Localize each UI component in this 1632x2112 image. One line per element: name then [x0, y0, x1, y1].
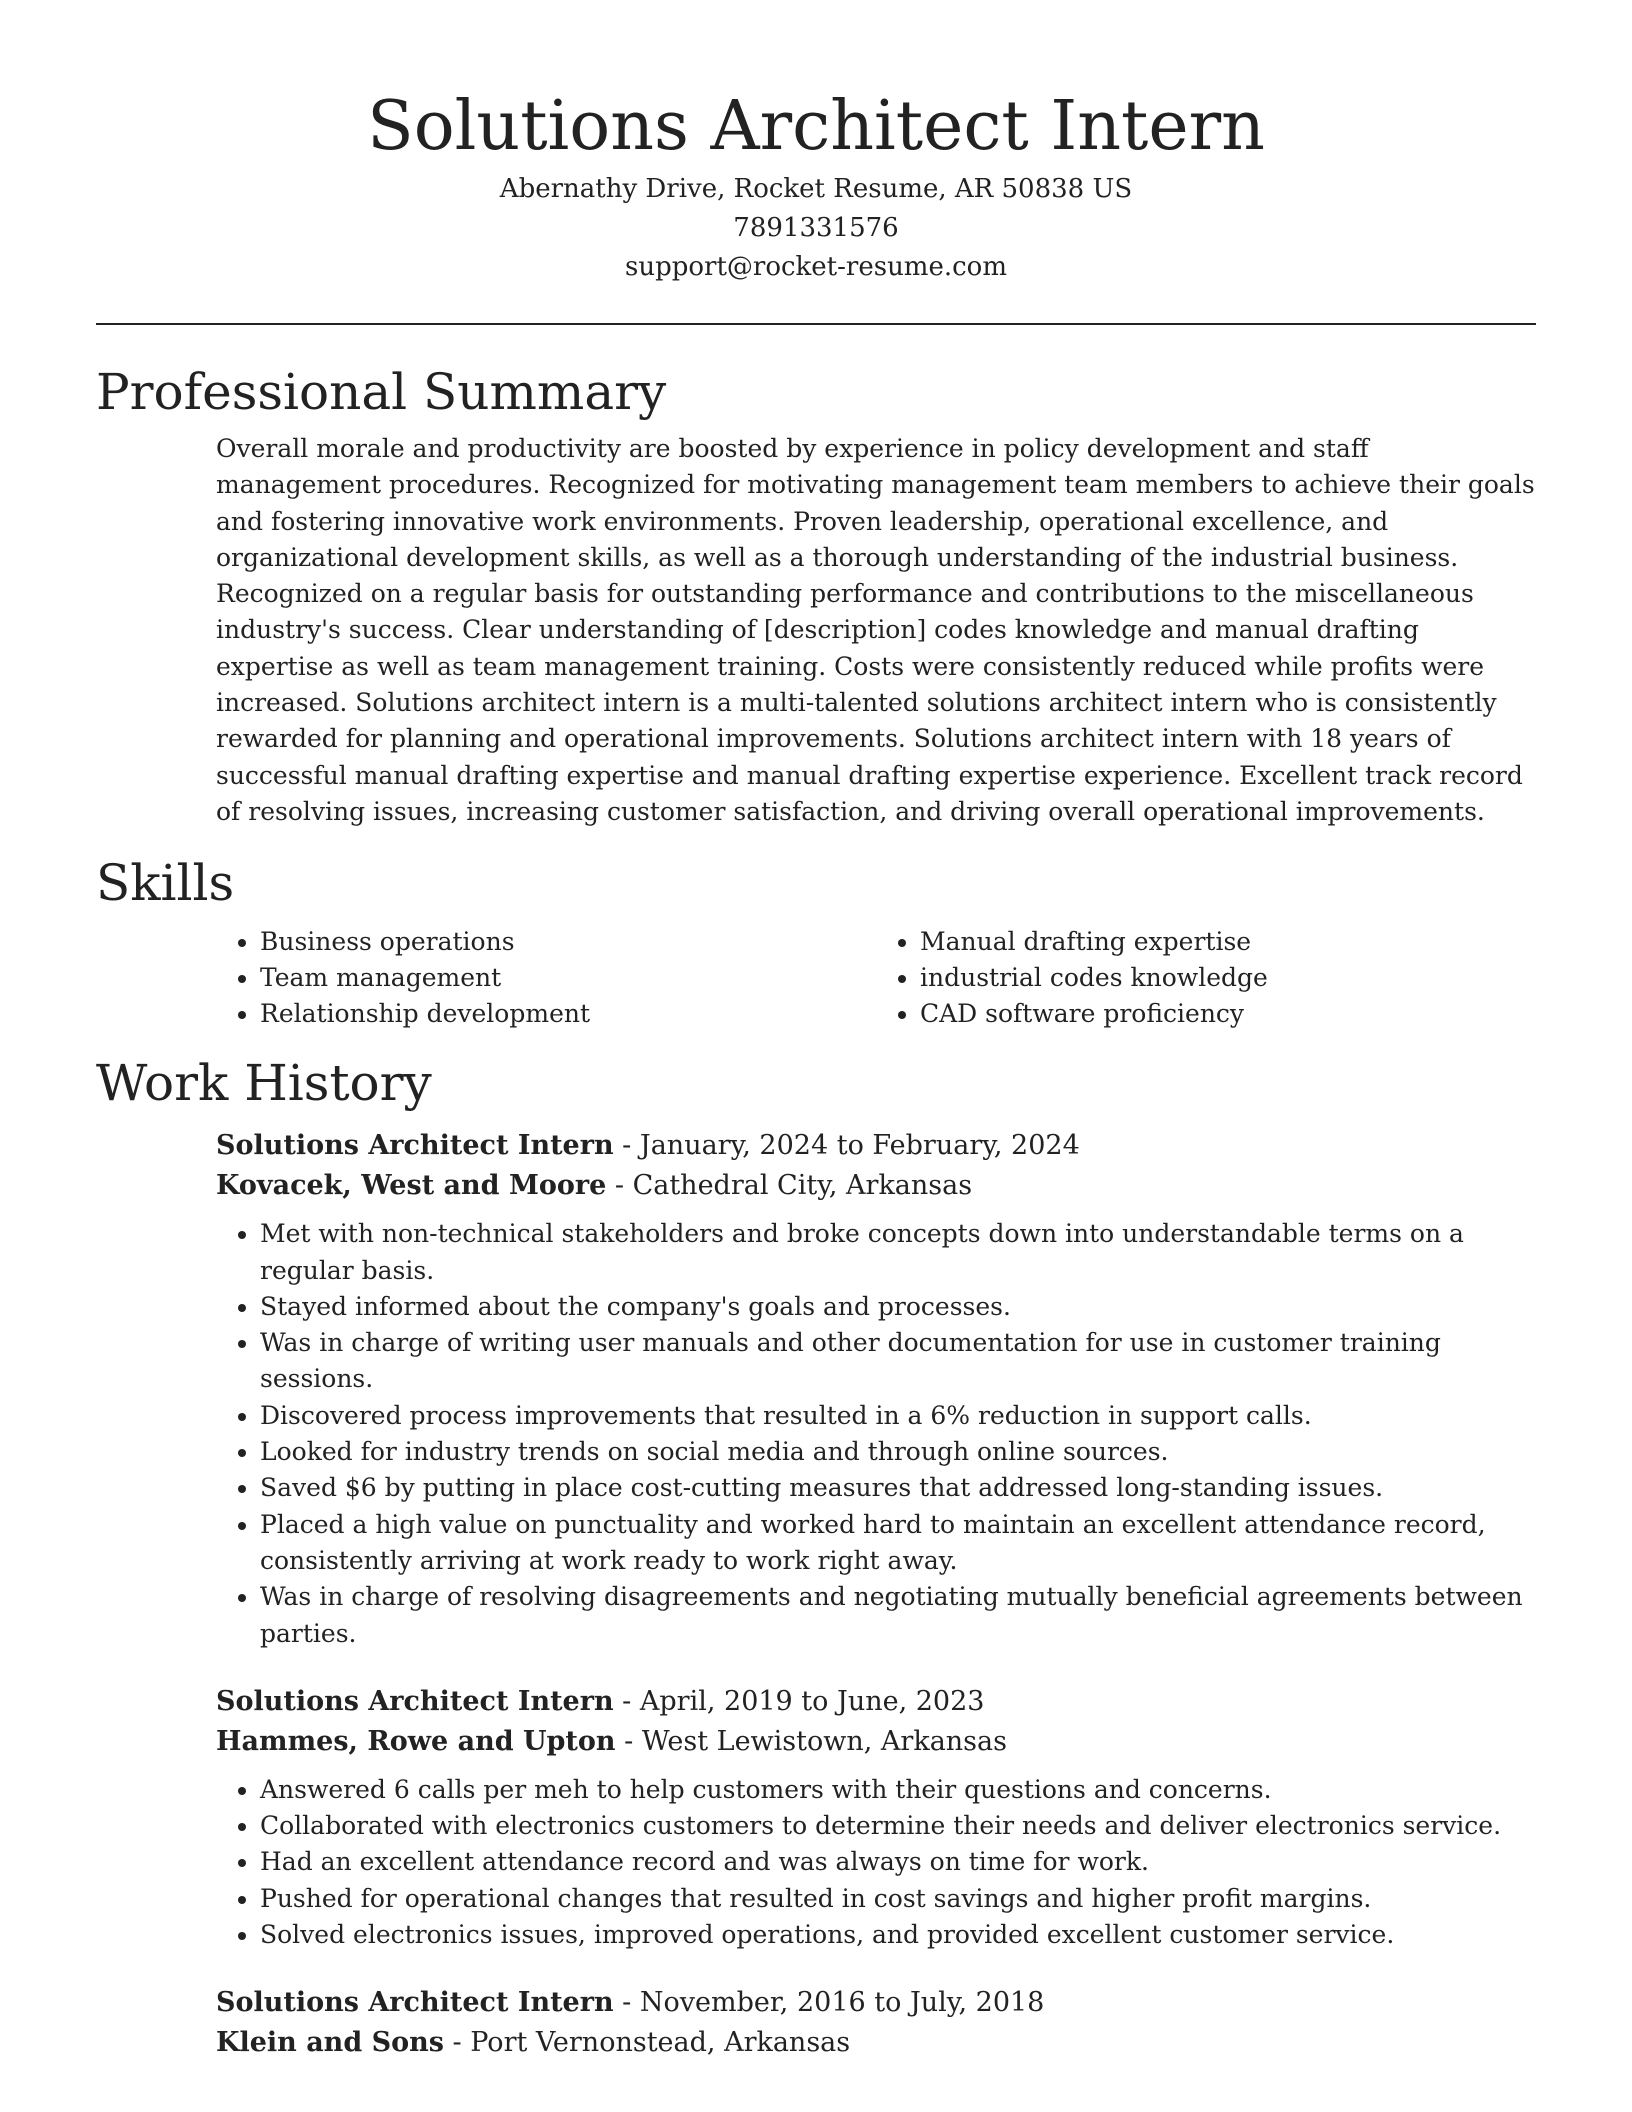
resume-page: [96, 0, 1536, 2063]
job-bullet: • Discovered process improvements that resulted in a 6% reduction in support calls.: [260, 1398, 1536, 1434]
phone-number: 7891331576: [733, 213, 899, 243]
job-role-line: Solutions Architect Intern - January, 2024 to February, 2024: [216, 1130, 1080, 1162]
job-role: Solutions Architect Intern: [216, 1130, 614, 1162]
job-role: Solutions Architect Intern: [216, 1987, 614, 2019]
job-bullet: • Answered 6 calls per meh to help customers with their questions and concerns.: [260, 1772, 1536, 1808]
job-company: Klein and Sons: [216, 2027, 444, 2059]
job-bullet: • Placed a high value on punctuality and worked hard to maintain an excellent attendance record, consistently arriving at work ready to work right away.: [260, 1507, 1536, 1580]
email-address: support@rocket-resume.com: [624, 252, 1007, 282]
job-dates: April, 2019 to June, 2023: [639, 1685, 985, 1717]
job-company-line: Kovacek, West and Moore - Cathedral City, Arkansas: [216, 1170, 973, 1202]
skill-item: • CAD software proficiency: [920, 996, 1536, 1032]
candidate-name: Solutions Architect Intern: [367, 87, 1265, 166]
job-bullet: • Looked for industry trends on social media and through online sources.: [260, 1434, 1536, 1470]
job-bullets: [216, 1772, 1536, 1953]
skill-item: • Manual drafting expertise: [920, 924, 1536, 960]
job-company: Kovacek, West and Moore: [216, 1170, 607, 1202]
skills-column-left: [216, 924, 876, 1032]
address: Abernathy Drive, Rocket Resume, AR 50838 US: [499, 174, 1133, 204]
job-entry: [216, 1126, 1536, 1652]
work-history-heading: Work History: [96, 1054, 432, 1113]
job-bullet: • Stayed informed about the company's goals and processes.: [260, 1289, 1536, 1325]
skill-item: • Business operations: [260, 924, 876, 960]
header-divider: [96, 323, 1536, 325]
skills-heading: Skills: [96, 854, 235, 913]
job-bullet: • Pushed for operational changes that resulted in cost savings and higher profit margins.: [260, 1881, 1536, 1917]
skills-grid: [216, 924, 1536, 1032]
skill-item: • Relationship development: [260, 996, 876, 1032]
job-entry: [216, 1682, 1536, 1953]
job-entry: [216, 1983, 1536, 2063]
job-role-line: Solutions Architect Intern - November, 2016 to July, 2018: [216, 1987, 1045, 2019]
skills-column-right: [876, 924, 1536, 1032]
job-bullet: • Collaborated with electronics customers to determine their needs and deliver electronics service.: [260, 1808, 1536, 1844]
job-role: Solutions Architect Intern: [216, 1685, 614, 1717]
job-bullet: • Was in charge of resolving disagreements and negotiating mutually beneficial agreements between parties.: [260, 1579, 1536, 1652]
job-bullet: • Had an excellent attendance record and was always on time for work.: [260, 1844, 1536, 1880]
skill-item: • Team management: [260, 960, 876, 996]
job-bullet: • Met with non-technical stakeholders and broke concepts down into understandable terms on a regular basis.: [260, 1216, 1536, 1289]
job-company-line: Hammes, Rowe and Upton - West Lewistown, Arkansas: [216, 1725, 1007, 1757]
summary-heading: Professional Summary: [96, 363, 667, 421]
job-location: West Lewistown, Arkansas: [641, 1725, 1007, 1757]
job-location: Cathedral City, Arkansas: [632, 1170, 973, 1202]
job-dates: January, 2024 to February, 2024: [639, 1130, 1080, 1162]
skill-item: • industrial codes knowledge: [920, 960, 1536, 996]
job-role-line: Solutions Architect Intern - April, 2019 to June, 2023: [216, 1685, 985, 1717]
job-bullet: • Was in charge of writing user manuals and other documentation for use in customer training sessions.: [260, 1325, 1536, 1398]
job-bullets: [216, 1216, 1536, 1652]
job-dates: November, 2016 to July, 2018: [639, 1987, 1045, 2019]
job-bullet: • Saved $6 by putting in place cost-cutting measures that addressed long-standing issues.: [260, 1470, 1536, 1506]
job-company-line: Klein and Sons - Port Vernonstead, Arkansas: [216, 2027, 851, 2059]
summary-text: Overall morale and productivity are boosted by experience in policy development and staff management procedures. Recognized for motivating management team members to achieve their goals and fostering innovative work environments. Proven leadership, operational excellence, and organizational development skills, as well as a thorough understanding of the industrial business. Recognized on a regular basis for outstanding performance and contributions to the miscellaneous industry's success. Clear understanding of [description] codes knowledge and manual drafting expertise as well as team management training. Costs were consistently reduced while profits were increased. Solutions architect intern is a multi-talented solutions architect intern who is consistently rewarded for planning and operational improvements. Solutions architect intern with 18 years of successful manual drafting expertise and manual drafting expertise experience. Excellent track record of resolving issues, increasing customer satisfaction, and driving overall operational improvements.: [216, 434, 1535, 826]
job-location: Port Vernonstead, Arkansas: [470, 2027, 851, 2059]
resume-header: [96, 0, 1536, 287]
job-bullet: • Solved electronics issues, improved operations, and provided excellent customer service.: [260, 1917, 1536, 1953]
job-company: Hammes, Rowe and Upton: [216, 1725, 616, 1757]
